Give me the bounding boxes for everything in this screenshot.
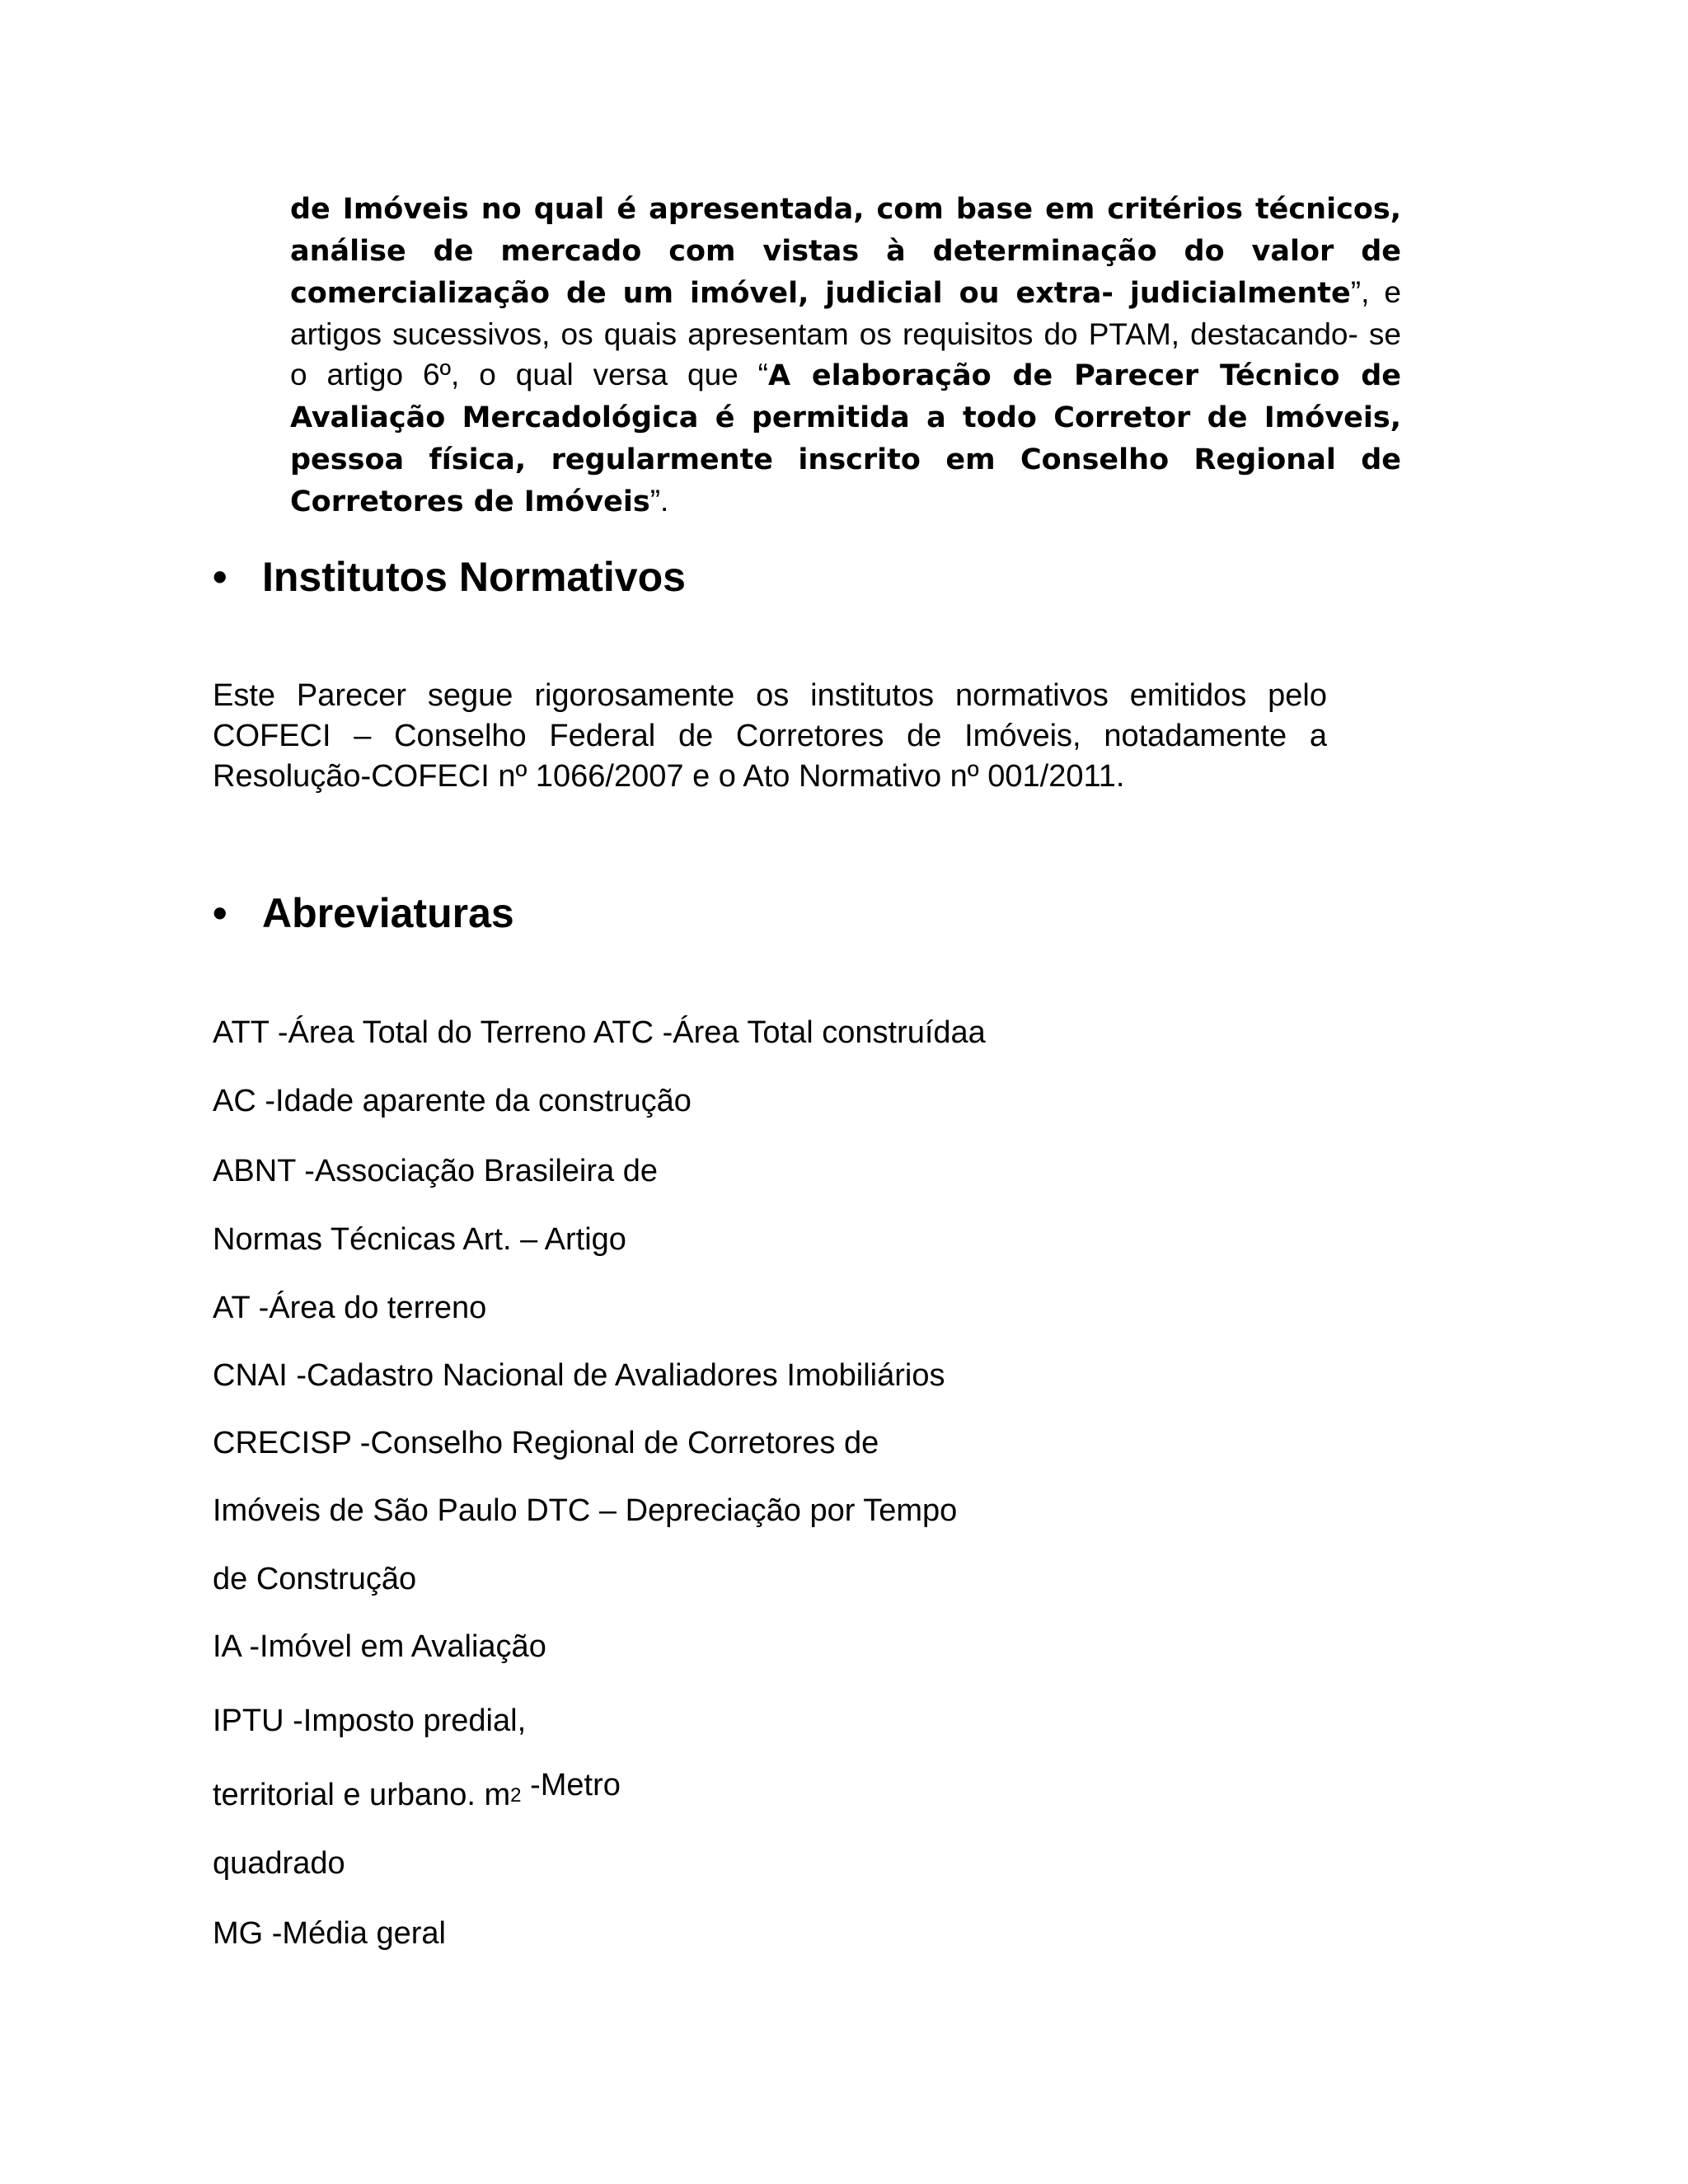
abbreviation-line: MG -Média geral bbox=[213, 1916, 446, 1951]
abbreviation-line: Imóveis de São Paulo DTC – Depreciação por Tempo bbox=[213, 1493, 958, 1528]
section-heading-institutos bbox=[213, 552, 686, 602]
abbreviation-line: IPTU -Imposto predial, bbox=[213, 1704, 527, 1738]
institutos-paragraph: Este Parecer segue rigorosamente os institutos normativos emitidos pelo COFECI – Conselho Federal de Corretores de Imóveis, notadamente a Resolução-COFECI nº 1066/2007 e o Ato Normativo nº 001/2011. bbox=[213, 678, 1327, 794]
abbreviation-line: IA -Imóvel em Avaliação bbox=[213, 1629, 546, 1664]
superscript-two: 2 bbox=[510, 1784, 522, 1807]
section-title: Abreviaturas bbox=[262, 890, 514, 936]
abbreviation-text: -Metro bbox=[521, 1768, 621, 1802]
abbreviation-line: de Construção bbox=[213, 1562, 417, 1596]
abbreviation-line: AC -Idade aparente da construção bbox=[213, 1084, 692, 1118]
quote-bold-part-1: de Imóveis no qual é apresentada, com base em critérios técnicos, análise de mercado com vistas à determinação do valor de comercialização de um imóvel, judicial ou extra- judicialmente bbox=[290, 193, 1401, 310]
bullet-icon: • bbox=[213, 890, 227, 936]
quoted-resolution-text bbox=[290, 188, 1401, 523]
quote-normal-part-2: ”. bbox=[649, 484, 669, 518]
abbreviation-line: Normas Técnicas Art. – Artigo bbox=[213, 1222, 626, 1257]
quote-bold-part-2: A elaboração de Parecer Técnico de Avaliação Mercadológica é permitida a todo Corretor de Imóveis, pessoa física, regularmente inscrito em Conselho Regional de Corretores de Imóveis bbox=[290, 359, 1401, 518]
abbreviation-line: ATT -Área Total do Terreno ATC -Área Total construídaa bbox=[213, 1015, 986, 1050]
abbreviation-line: CRECISP -Conselho Regional de Corretores de bbox=[213, 1426, 879, 1460]
section-heading-abreviaturas bbox=[213, 888, 514, 938]
abbreviation-line: AT -Área do terreno bbox=[213, 1291, 487, 1325]
abbreviation-line-metro bbox=[213, 1768, 621, 1815]
bullet-icon: • bbox=[213, 554, 227, 600]
section-title: Institutos Normativos bbox=[262, 554, 686, 600]
abbreviation-text: territorial e urbano. m bbox=[213, 1778, 511, 1812]
quote-normal-part-1: ”, e artigos sucessivos, os quais apresentam os requisitos do PTAM, destacando- se o artigo 6º, o qual versa que “ bbox=[290, 275, 1401, 391]
abbreviation-line: CNAI -Cadastro Nacional de Avaliadores Imobiliários bbox=[213, 1358, 945, 1393]
abbreviation-line: quadrado bbox=[213, 1846, 345, 1881]
abbreviation-line: ABNT -Associação Brasileira de bbox=[213, 1154, 658, 1188]
